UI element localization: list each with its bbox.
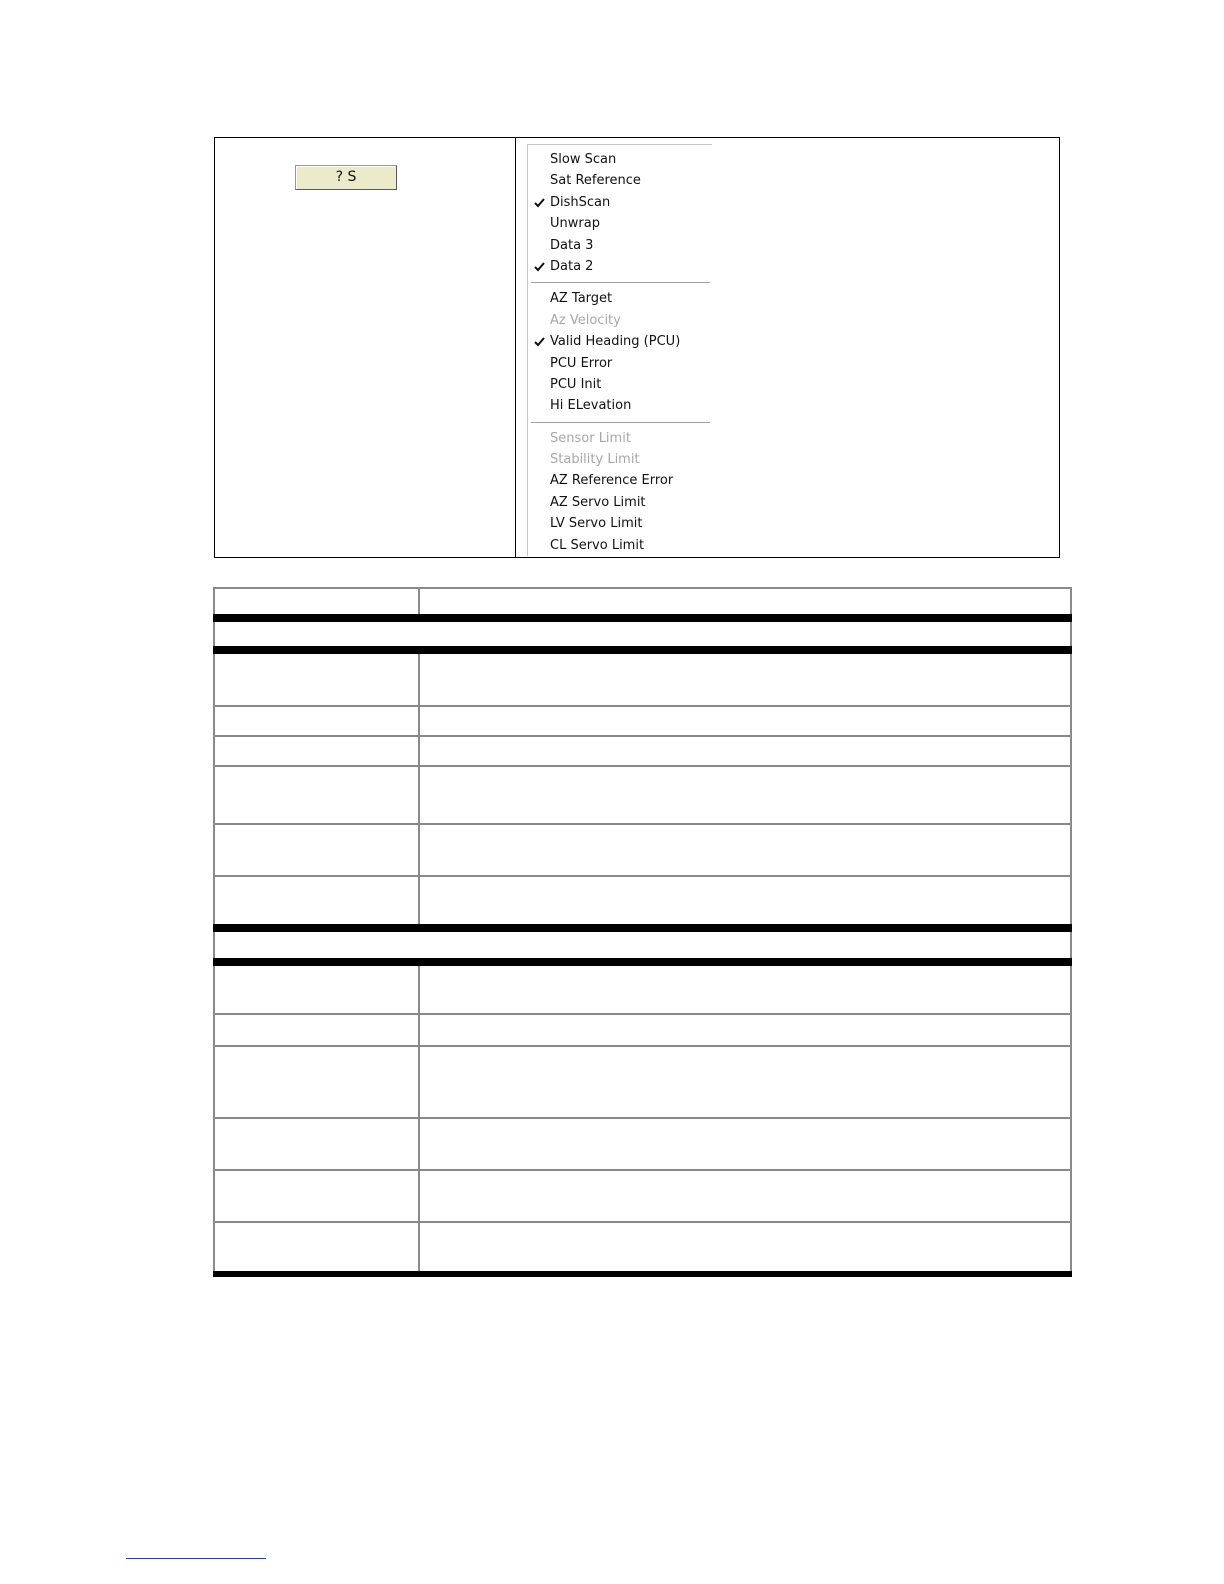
menu-separator <box>528 277 712 288</box>
table-cell <box>419 1046 1071 1118</box>
table-row <box>214 766 1071 824</box>
spec-table-body <box>214 588 1071 1274</box>
header-row <box>214 588 1071 618</box>
menu-item[interactable] <box>528 213 712 234</box>
table-cell <box>419 766 1071 824</box>
table-cell <box>214 650 419 706</box>
table-cell <box>214 824 419 876</box>
screenshot-frame <box>214 137 1060 558</box>
table-cell <box>214 706 419 736</box>
table-cell <box>419 1222 1071 1274</box>
menu-item[interactable] <box>528 374 712 395</box>
table-cell <box>214 736 419 766</box>
table-row <box>214 1014 1071 1046</box>
table-row <box>214 824 1071 876</box>
menu-item[interactable] <box>528 492 712 513</box>
menu-item <box>528 428 712 449</box>
table-row <box>214 736 1071 766</box>
table-cell <box>214 962 419 1014</box>
button-panel <box>215 138 516 557</box>
status-context-menu <box>527 144 712 556</box>
table-cell <box>214 928 1071 962</box>
menu-item-label: Data 2 <box>550 258 594 274</box>
table-row <box>214 1222 1071 1274</box>
table-cell <box>214 1170 419 1222</box>
table-cell <box>419 962 1071 1014</box>
menu-separator <box>528 417 712 428</box>
table-cell <box>419 1118 1071 1170</box>
menu-item-label: AZ Reference Error <box>550 473 674 489</box>
menu-item-label: AZ Target <box>550 291 613 307</box>
table-row <box>214 1118 1071 1170</box>
menu-item <box>528 449 712 470</box>
footnote-rule <box>126 1558 266 1559</box>
menu-item[interactable] <box>528 170 712 191</box>
menu-item-label: DishScan <box>550 194 611 210</box>
table-row <box>214 1046 1071 1118</box>
spec-table <box>213 587 1072 1277</box>
table-row <box>214 650 1071 706</box>
section-row <box>214 618 1071 650</box>
table-cell <box>419 1170 1071 1222</box>
checkmark-icon <box>534 192 546 213</box>
menu-item-label: Slow Scan <box>550 152 617 167</box>
menu-item-label: Sensor Limit <box>550 430 631 446</box>
menu-item-label: Az Velocity <box>550 312 621 328</box>
table-cell <box>214 1046 419 1118</box>
table-cell <box>214 876 419 928</box>
menu-item[interactable] <box>528 235 712 256</box>
menu-item[interactable] <box>528 395 712 416</box>
checkmark-icon <box>534 331 546 352</box>
menu-item[interactable] <box>528 288 712 309</box>
menu-item-label: Valid Heading (PCU) <box>550 334 681 350</box>
table-cell <box>214 1222 419 1274</box>
table-cell <box>419 650 1071 706</box>
table-cell <box>214 1014 419 1046</box>
menu-item[interactable] <box>528 256 712 277</box>
table-row <box>214 962 1071 1014</box>
table-cell <box>419 736 1071 766</box>
menu-item[interactable] <box>528 149 712 170</box>
menu-item-label: CL Servo Limit <box>550 537 645 553</box>
menu-item[interactable] <box>528 192 712 213</box>
table-cell <box>419 588 1071 618</box>
menu-item <box>528 310 712 331</box>
menu-item-label: Hi ELevation <box>550 398 632 414</box>
table-row <box>214 1170 1071 1222</box>
menu-item-label: Stability Limit <box>550 452 640 468</box>
table-cell <box>419 824 1071 876</box>
table-cell <box>214 618 1071 650</box>
section-row <box>214 928 1071 962</box>
table-cell <box>419 876 1071 928</box>
menu-item-label: Data 3 <box>550 237 594 253</box>
table-cell <box>214 1118 419 1170</box>
table-cell <box>419 706 1071 736</box>
status-button[interactable]: ? S <box>295 165 397 190</box>
table-cell <box>214 766 419 824</box>
table-cell <box>214 588 419 618</box>
menu-item-label: PCU Init <box>550 376 602 392</box>
menu-item-label: Unwrap <box>550 216 600 232</box>
table-row <box>214 876 1071 928</box>
table-cell <box>419 1014 1071 1046</box>
table-row <box>214 706 1071 736</box>
menu-item-label: Sat Reference <box>550 173 641 189</box>
checkmark-icon <box>534 256 546 277</box>
menu-item-label: LV Servo Limit <box>550 516 643 532</box>
menu-item-label: AZ Servo Limit <box>550 494 646 510</box>
menu-item[interactable] <box>528 331 712 352</box>
menu-item-label: PCU Error <box>550 355 613 371</box>
menu-item[interactable] <box>528 353 712 374</box>
menu-item[interactable] <box>528 535 712 556</box>
menu-item[interactable] <box>528 470 712 491</box>
menu-item[interactable] <box>528 513 712 534</box>
